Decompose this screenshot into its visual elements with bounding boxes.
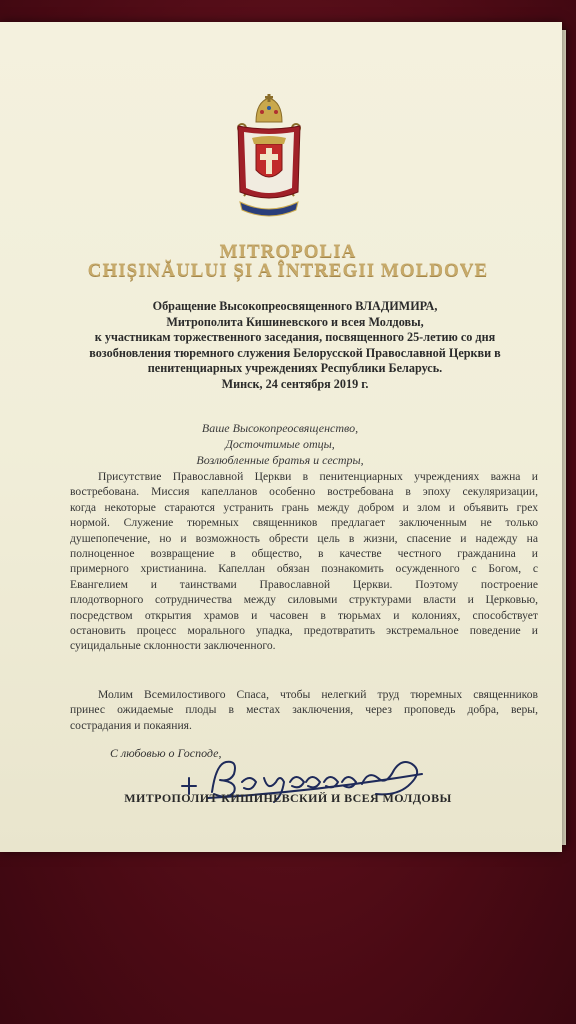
heading-line: к участникам торжественного заседания, посвященного 25-летию со дня: [94, 330, 496, 345]
paragraph-line: нормой. Служение тюремных священников предлагает заключенным не только: [70, 516, 538, 530]
paragraph-line: Евангелием и таинствами Православной Церкви. Поэтому построение: [70, 577, 538, 591]
heading-line: Митрополита Кишиневского и всея Молдовы,: [166, 314, 424, 329]
body-paragraph-1: [70, 469, 538, 654]
paragraph-line: суицидальные склонности заключенного.: [70, 639, 276, 653]
heading-line: пенитенциарных учреждениях Республики Беларусь.: [147, 361, 443, 376]
paragraph-line: примерного христианина. Капеллан обязан познакомить осужденного с Богом, с: [70, 562, 538, 576]
greeting-line: Досточтимые отцы,: [225, 437, 335, 451]
body-paragraph-2: [70, 687, 538, 733]
paragraph-line: сострадания и покаяния.: [70, 718, 192, 732]
letter-heading: [80, 299, 510, 393]
heading-line: Минск, 24 сентября 2019 г.: [221, 376, 369, 391]
heading-line: Обращение Высокопреосвященного ВЛАДИМИРА,: [152, 299, 438, 313]
greeting-line: Возлюбленные братья и сестры,: [196, 453, 364, 467]
letterhead-line-1: MITROPOLIA: [219, 241, 357, 262]
letterhead-line-2: CHIȘINĂULUI ȘI A ÎNTREGII MOLDOVE: [87, 260, 489, 281]
coat-of-arms-emblem: [232, 92, 306, 222]
paragraph-line: полноценное возвращение в общество, в качестве честного гражданина и: [70, 547, 538, 561]
greeting: [0, 420, 560, 468]
paragraph-line: плодотворного сотрудничества между силовыми структурами власти и Церковью,: [70, 593, 538, 607]
paragraph-line: душепопечение, но и возможность обрести цель в жизни, спасение и надежду на: [70, 531, 538, 545]
paragraph-line: посредством открытия храмов и часовен в тюрьмах и колониях, способствует: [70, 608, 538, 622]
greeting-line: Ваше Высокопреосвященство,: [201, 421, 359, 435]
paragraph-line: остановить процесс морального упадка, предотвратить экстремальное поведение и: [70, 624, 538, 638]
paragraph-line: Присутствие Православной Церкви в пенитенциарных учреждениях важна и: [98, 470, 538, 483]
paragraph-line: востребована. Миссия капелланов особенно востребована в эпоху секуляризации,: [70, 485, 538, 499]
closing-phrase: С любовью о Господе,: [110, 746, 222, 760]
signer-title: МИТРОПОЛИТ КИШИНЕВСКИЙ И ВСЕЯ МОЛДОВЫ: [124, 791, 452, 805]
paragraph-line: когда некоторые стараются устранить грань между добром и злом и объявить грех: [70, 500, 538, 514]
paragraph-line: Молим Всемилостивого Спаса, чтобы нелегкий труд тюремных священников: [98, 688, 538, 701]
heading-line: возобновления тюремного служения Белорусской Православной Церкви в: [89, 345, 501, 360]
paragraph-line: принес ожидаемые плоды в местах заключения, через проповедь добра, веры,: [70, 703, 538, 717]
